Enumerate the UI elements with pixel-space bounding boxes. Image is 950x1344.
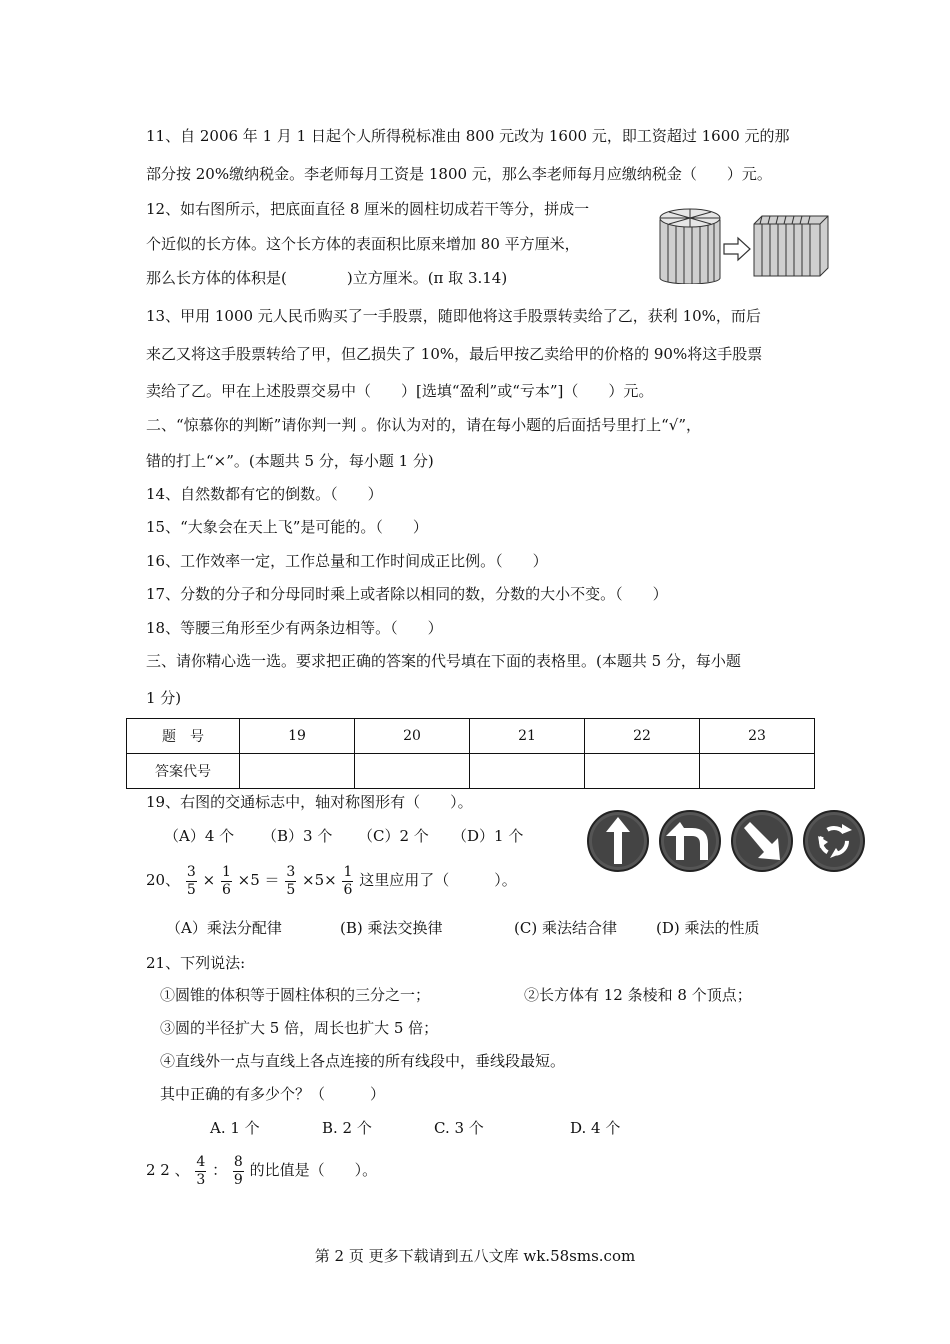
judgment-15: 15、“大象会在天上飞”是可能的。（ ） (146, 518, 428, 536)
straight-arrow-sign-icon (588, 811, 648, 871)
q20-option-d: (D) 乘法的性质 (656, 919, 760, 937)
question-number-cell: 21 (470, 719, 585, 754)
fraction (233, 1154, 244, 1189)
numerator: 8 (233, 1153, 243, 1170)
down-right-arrow-sign-icon (732, 811, 792, 871)
roundabout-sign-icon (804, 811, 864, 871)
q20-option-c: (C) 乘法结合律 (514, 919, 617, 937)
traffic-signs (586, 808, 866, 874)
q12-line2: 个近似的长方体。这个长方体的表面积比原来增加 80 平方厘米， (146, 235, 580, 253)
fraction (221, 864, 232, 899)
fraction (285, 864, 296, 899)
q21-option-c: C. 3 个 (434, 1119, 484, 1137)
q13-line1: 13、甲用 1000 元人民币购买了一手股票，随即他将这手股票转卖给了乙，获利 10%，而后 (146, 307, 761, 325)
numerator: 1 (343, 863, 353, 880)
question-number-cell: 19 (240, 719, 355, 754)
denominator: 5 (186, 881, 196, 898)
q22-expression (146, 1150, 377, 1190)
answer-cell[interactable] (470, 754, 585, 789)
judgment-16: 16、工作效率一定，工作总量和工作时间成正比例。（ ） (146, 552, 548, 570)
judgment-18: 18、等腰三角形至少有两条边相等。（ ） (146, 619, 443, 637)
turn-left-arrow-sign-icon (660, 811, 720, 871)
q11-line2: 部分按 20%缴纳税金。李老师每月工资是 1800 元，那么李老师每月应缴纳税金（ ）元。 (146, 165, 772, 183)
cylinder-icon (660, 209, 720, 284)
answer-cell[interactable] (585, 754, 700, 789)
question-number-cell: 20 (355, 719, 470, 754)
denominator: 6 (343, 881, 353, 898)
cuboid-icon (754, 216, 828, 276)
q19-option-c: （C）2 个 (358, 827, 429, 845)
q13-line2: 来乙又将这手股票转给了甲，但乙损失了 10%，最后甲按乙卖给甲的价格的 90%将这手股票 (146, 345, 763, 363)
fraction (195, 1154, 206, 1189)
q20-option-a: （A）乘法分配律 (166, 919, 282, 937)
q21-question: 其中正确的有多少个？（ ） (160, 1085, 386, 1103)
numerator: 4 (196, 1153, 206, 1170)
q19-option-b: （B）3 个 (262, 827, 333, 845)
answer-cell[interactable] (700, 754, 815, 789)
q19-stem: 19、右图的交通标志中，轴对称图形有（ ）。 (146, 793, 473, 811)
page-footer: 第 2 页 更多下载请到五八文库 wk.58sms.com (314, 1247, 636, 1265)
q12-line3: 那么长方体的体积是( )立方厘米。(π 取 3.14) (146, 269, 508, 287)
answer-table (126, 718, 815, 789)
judgment-14: 14、自然数都有它的倒数。（ ） (146, 485, 383, 503)
q21-option-a: A. 1 个 (210, 1119, 260, 1137)
section2-line1: 二、“惊慕你的判断”请你判一判 。你认为对的，请在每小题的后面括号里打上“√”， (146, 416, 702, 434)
q21-option-b: B. 2 个 (322, 1119, 372, 1137)
answer-cell[interactable] (355, 754, 470, 789)
numerator: 3 (286, 863, 296, 880)
q21-option-d: D. 4 个 (570, 1119, 621, 1137)
judgment-17: 17、分数的分子和分母同时乘上或者除以相同的数，分数的大小不变。（ ） (146, 585, 668, 603)
numerator: 1 (221, 863, 231, 880)
denominator: 9 (233, 1171, 243, 1188)
q21-statement-4: ④直线外一点与直线上各点连接的所有线段中，垂线段最短。 (160, 1052, 566, 1070)
q19-option-d: （D）1 个 (452, 827, 524, 845)
denominator: 6 (221, 881, 231, 898)
q20-prefix: 20、 (146, 871, 181, 889)
question-number-cell: 23 (700, 719, 815, 754)
row-label-number: 题 号 (127, 719, 240, 754)
q20-option-b: (B) 乘法交换律 (340, 919, 443, 937)
denominator: 3 (196, 1171, 206, 1188)
row-label-answer: 答案代号 (127, 754, 240, 789)
section2-line2: 错的打上“×”。(本题共 5 分，每小题 1 分) (146, 452, 434, 470)
q21-statement-3: ③圆的半径扩大 5 倍，周长也扩大 5 倍； (160, 1019, 439, 1037)
right-arrow-icon (724, 238, 750, 260)
q21-stem: 21、下列说法: (146, 954, 246, 972)
q20-mid2: ×5× (302, 871, 337, 889)
q12-line1: 12、如右图所示，把底面直径 8 厘米的圆柱切成若干等分，拼成一 (146, 200, 590, 218)
q22-prefix: 2 2 、 (146, 1161, 190, 1179)
q19-option-a: （A）4 个 (164, 827, 235, 845)
q20-expression (146, 860, 517, 900)
q11-line1: 11、自 2006 年 1 月 1 日起个人所得税标准由 800 元改为 1600 元，即工资超过 1600 元的那 (146, 127, 790, 145)
q21-statement-1: ①圆锥的体积等于圆柱体积的三分之一； (160, 986, 431, 1004)
fraction (186, 864, 197, 899)
table-row (127, 754, 815, 789)
q20-mid: ×5 ＝ (237, 871, 280, 889)
q13-line3: 卖给了乙。甲在上述股票交易中（ ）[选填“盈利”或“亏本”]（ ）元。 (146, 382, 654, 400)
table-row (127, 719, 815, 754)
q20-suffix: 这里应用了（ ）。 (359, 871, 517, 889)
q22-suffix: 的比值是（ ）。 (249, 1161, 378, 1179)
fraction (342, 864, 353, 899)
q21-statement-2: ②长方体有 12 条棱和 8 个顶点； (524, 986, 752, 1004)
section3-line2: 1 分) (146, 689, 182, 707)
answer-cell[interactable] (240, 754, 355, 789)
numerator: 3 (186, 863, 196, 880)
denominator: 5 (286, 881, 296, 898)
ratio-colon: ： (212, 1161, 228, 1179)
question-number-cell: 22 (585, 719, 700, 754)
times-sign: × (202, 871, 216, 889)
section3-line1: 三、请你精心选一选。要求把正确的答案的代号填在下面的表格里。(本题共 5 分，每小题 (146, 652, 741, 670)
cylinder-cuboid-figure (656, 204, 832, 284)
